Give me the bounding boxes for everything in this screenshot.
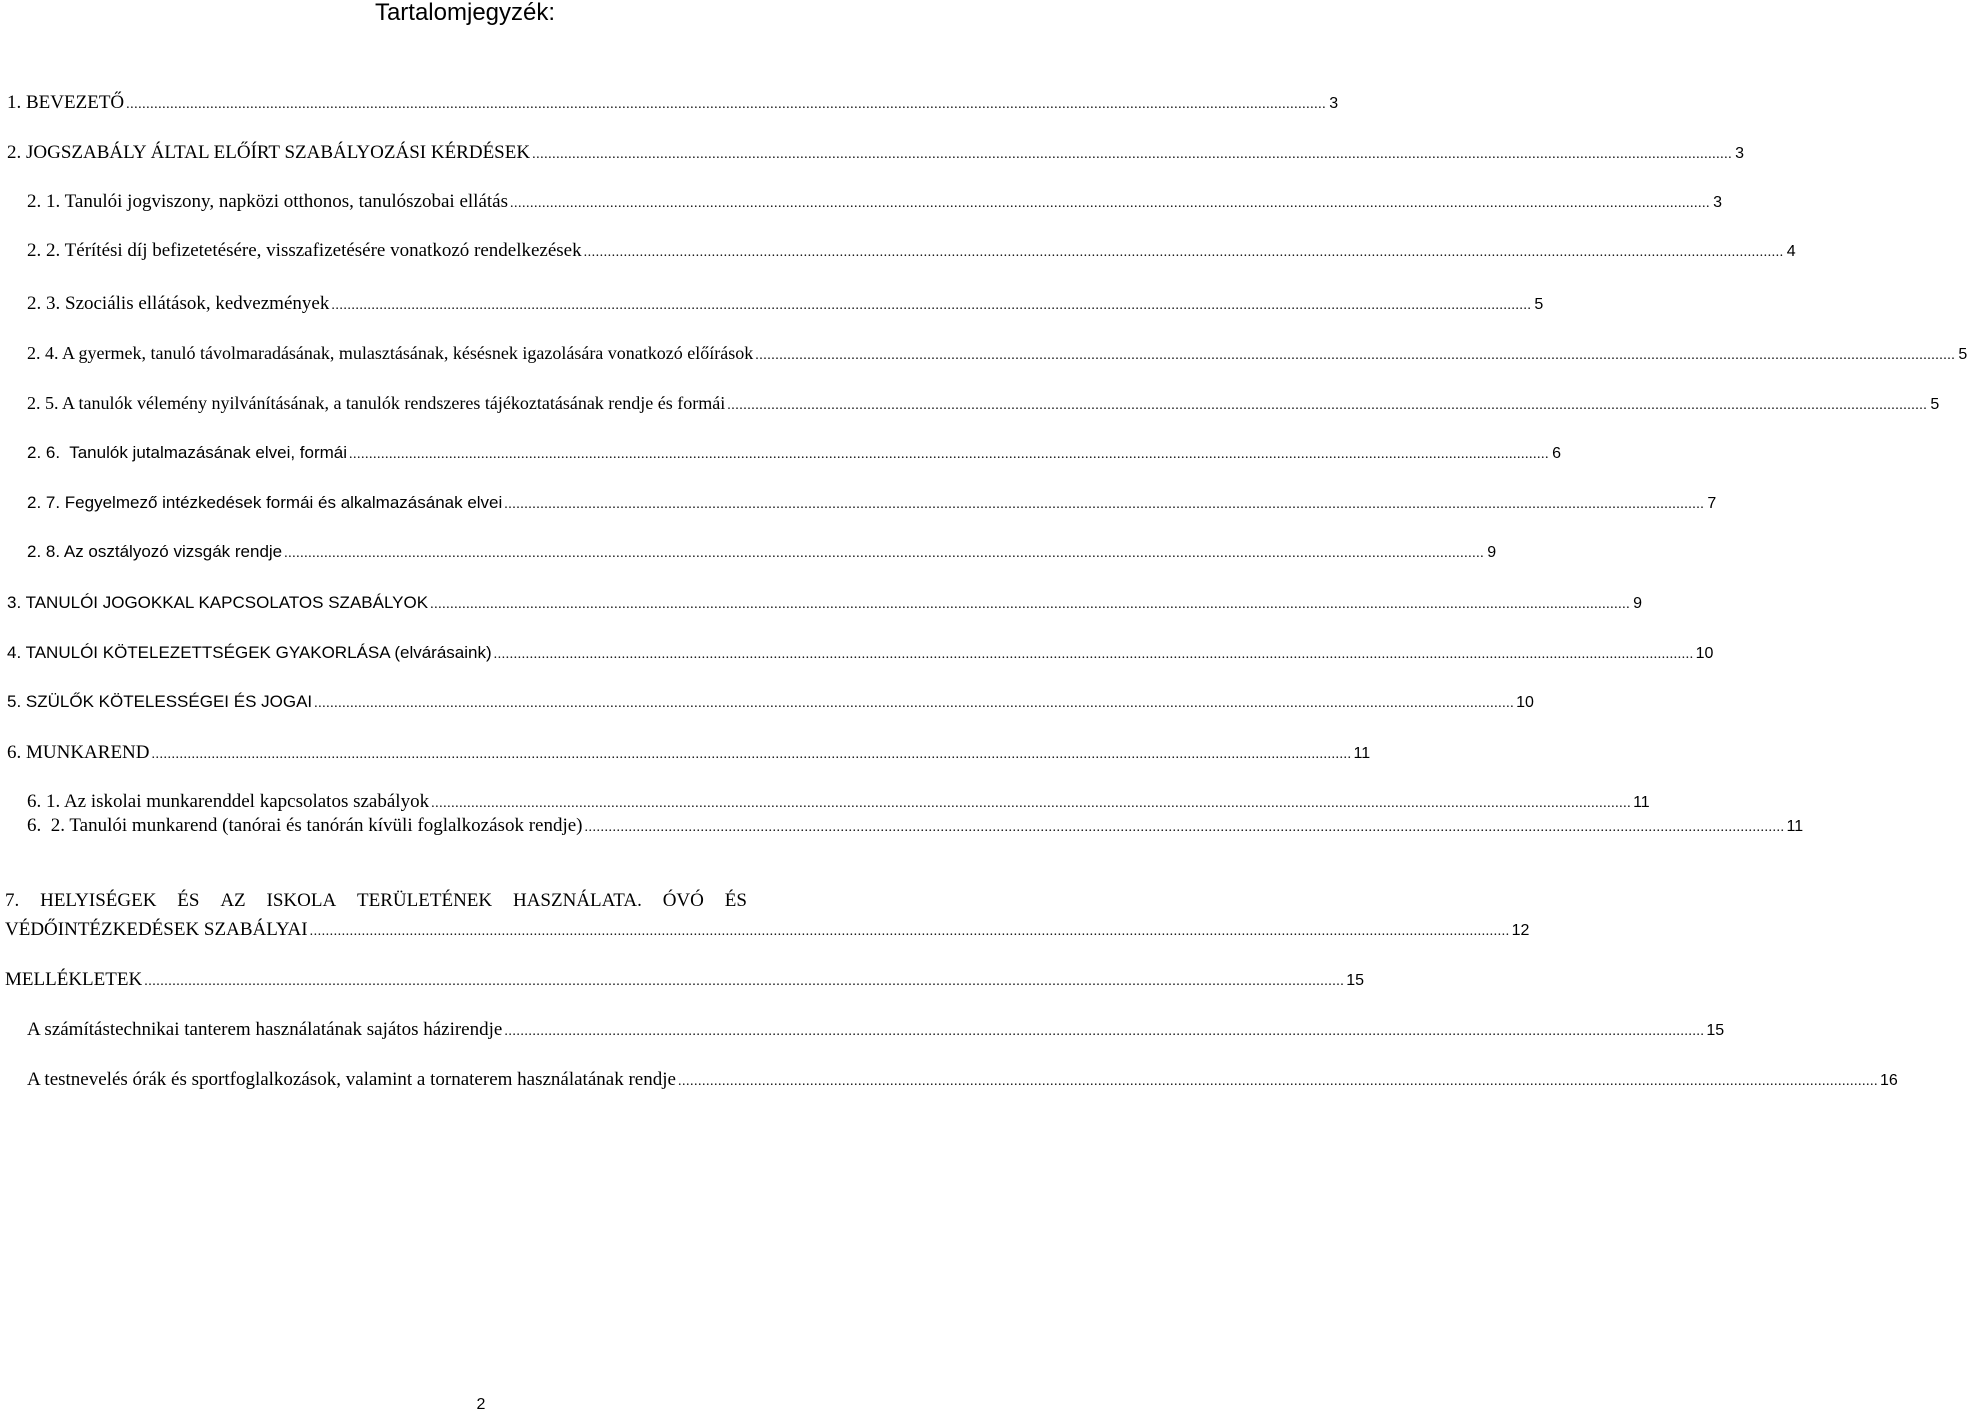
- dot-leader: ............................................................................................................................................................................................................................................................................................................: [144, 974, 1345, 989]
- toc-entry[interactable]: [0, 443, 1562, 467]
- toc-page-number: 5: [1930, 396, 1940, 413]
- toc-entry[interactable]: [0, 969, 1364, 993]
- toc-page-number: 5: [1958, 346, 1967, 363]
- toc-entry[interactable]: [0, 643, 1714, 667]
- toc-entry-text: 2. JOGSZABÁLY ÁLTAL ELŐÍRT SZABÁLYOZÁSI KÉRDÉSEK: [7, 142, 531, 163]
- toc-entry[interactable]: [0, 593, 1643, 617]
- toc-entry-text: 6. 2. Tanulói munkarend (tanórai és tanórán kívüli foglalkozások rendje): [27, 815, 583, 836]
- toc-page-number: 16: [1879, 1072, 1898, 1089]
- dot-leader: ............................................................................................................................................................................................................................................................................................................: [126, 97, 1327, 112]
- toc-entry-text: 4. TANULÓI KÖTELEZETTSÉGEK GYAKORLÁSA (elvárásaink): [7, 643, 492, 662]
- page-number-footer: 2: [476, 1396, 486, 1413]
- word: ÉS: [177, 890, 200, 911]
- toc-entry[interactable]: [0, 92, 1339, 116]
- toc-page-number: 4: [1786, 243, 1796, 260]
- toc-page-number: 7: [1707, 495, 1717, 512]
- toc-entry[interactable]: [0, 815, 1804, 839]
- toc-entry-text: 6. MUNKAREND: [7, 742, 150, 763]
- dot-leader: ............................................................................................................................................................................................................................................................................................................: [349, 447, 1550, 462]
- toc-entry-text: A számítástechnikai tanterem használatának sajátos házirendje: [27, 1019, 503, 1040]
- toc-entry[interactable]: [0, 791, 1650, 815]
- toc-entry-text: 2. 7. Fegyelmező intézkedések formái és alkalmazásának elvei: [27, 493, 503, 512]
- toc-page-number: 9: [1633, 595, 1643, 612]
- toc-entry-7-first-line[interactable]: [5, 890, 747, 914]
- dot-leader: ............................................................................................................................................................................................................................................................................................................: [314, 696, 1515, 711]
- word: AZ: [220, 890, 246, 911]
- toc-page-number: 10: [1516, 694, 1534, 711]
- word: ISKOLA: [266, 890, 337, 911]
- toc-page-number: 11: [1786, 818, 1804, 835]
- toc-page-number: 10: [1695, 645, 1714, 662]
- toc-page-number: 11: [1353, 745, 1371, 762]
- toc-page-number: 12: [1511, 922, 1530, 939]
- toc-entry[interactable]: [0, 142, 1745, 166]
- dot-leader: ............................................................................................................................................................................................................................................................................................................: [584, 820, 1785, 835]
- word: ÉS: [724, 890, 747, 911]
- dot-leader: ............................................................................................................................................................................................................................................................................................................: [431, 796, 1632, 811]
- dot-leader: ............................................................................................................................................................................................................................................................................................................: [504, 1024, 1705, 1039]
- toc-page-number: 11: [1633, 794, 1650, 811]
- toc-page-number: 15: [1346, 972, 1364, 989]
- dot-leader: ............................................................................................................................................................................................................................................................................................................: [677, 1074, 1878, 1089]
- dot-leader: ............................................................................................................................................................................................................................................................................................................: [493, 647, 1694, 662]
- dot-leader: ............................................................................................................................................................................................................................................................................................................: [430, 597, 1631, 612]
- toc-entry-text: A testnevelés órák és sportfoglalkozások, valamint a tornaterem használatának rendje: [27, 1069, 676, 1090]
- toc-page-number: 3: [1735, 145, 1745, 162]
- dot-leader: ............................................................................................................................................................................................................................................................................................................: [727, 398, 1928, 413]
- toc-entry-text: 2. 5. A tanulók vélemény nyilvánításának, a tanulók rendszeres tájékoztatásának rendje és formái: [27, 393, 726, 413]
- toc-page-number: 9: [1487, 544, 1497, 561]
- word: ÓVÓ: [662, 890, 704, 911]
- toc-entry-text: 1. BEVEZETŐ: [7, 92, 125, 113]
- toc-entry-text: 2. 4. A gyermek, tanuló távolmaradásának, mulasztásának, késésnek igazolására vonatkozó előírások: [27, 343, 754, 363]
- dot-leader: ............................................................................................................................................................................................................................................................................................................: [309, 924, 1510, 939]
- toc-entry-text: MELLÉKLETEK: [5, 969, 143, 990]
- toc-entry[interactable]: [0, 191, 1722, 215]
- word: HASZNÁLATA.: [512, 890, 642, 911]
- toc-entry-text: 3. TANULÓI JOGOKKAL KAPCSOLATOS SZABÁLYOK: [7, 593, 429, 612]
- toc-entry[interactable]: [0, 343, 1967, 367]
- toc-entry[interactable]: [0, 1019, 1725, 1043]
- toc-entry[interactable]: [0, 293, 1544, 317]
- dot-leader: ............................................................................................................................................................................................................................................................................................................: [151, 747, 1352, 762]
- toc-entry-text: 6. 1. Az iskolai munkarenddel kapcsolatos szabályok: [27, 791, 430, 812]
- toc-page-number: 15: [1706, 1022, 1725, 1039]
- toc-entry[interactable]: [0, 542, 1497, 566]
- word: TERÜLETÉNEK: [357, 890, 493, 911]
- toc-entry-text: 2. 1. Tanulói jogviszony, napközi otthonos, tanulószobai ellátás: [27, 191, 508, 212]
- dot-leader: ............................................................................................................................................................................................................................................................................................................: [755, 348, 1956, 363]
- toc-page-number: 5: [1534, 296, 1544, 313]
- toc-entry-text: 2. 3. Szociális ellátások, kedvezmények: [27, 293, 330, 314]
- dot-leader: ............................................................................................................................................................................................................................................................................................................: [583, 245, 1784, 260]
- toc-entry-text: 5. SZÜLŐK KÖTELESSÉGEI ÉS JOGAI: [7, 692, 313, 711]
- toc-entry-text: 2. 2. Térítési díj befizetetésére, visszafizetésére vonatkozó rendelkezések: [27, 240, 582, 261]
- dot-leader: ............................................................................................................................................................................................................................................................................................................: [532, 147, 1733, 162]
- toc-entry-text: 2. 6. Tanulók jutalmazásának elvei, formái: [27, 443, 348, 462]
- word: HELYISÉGEK: [40, 890, 157, 911]
- toc-page-number: 3: [1713, 194, 1722, 211]
- toc-entry[interactable]: [0, 393, 1940, 417]
- toc-entry-text: 2. 8. Az osztályozó vizsgák rendje: [27, 542, 283, 561]
- toc-entry[interactable]: [0, 240, 1796, 264]
- toc-page-number: 3: [1329, 95, 1339, 112]
- toc-entry[interactable]: [0, 493, 1717, 517]
- toc-entry[interactable]: [0, 742, 1371, 766]
- word: 7.: [5, 890, 20, 911]
- toc-entry[interactable]: [0, 692, 1534, 716]
- dot-leader: ............................................................................................................................................................................................................................................................................................................: [504, 497, 1705, 512]
- toc-page-number: 6: [1552, 445, 1562, 462]
- dot-leader: ............................................................................................................................................................................................................................................................................................................: [284, 546, 1485, 561]
- dot-leader: ............................................................................................................................................................................................................................................................................................................: [331, 298, 1532, 313]
- toc-entry[interactable]: [0, 919, 1530, 943]
- dot-leader: ............................................................................................................................................................................................................................................................................................................: [509, 196, 1710, 211]
- toc-entry-text: VÉDŐINTÉZKEDÉSEK SZABÁLYAI: [5, 919, 308, 940]
- page-title: Tartalomjegyzék:: [374, 0, 556, 26]
- toc-entry[interactable]: [0, 1069, 1898, 1093]
